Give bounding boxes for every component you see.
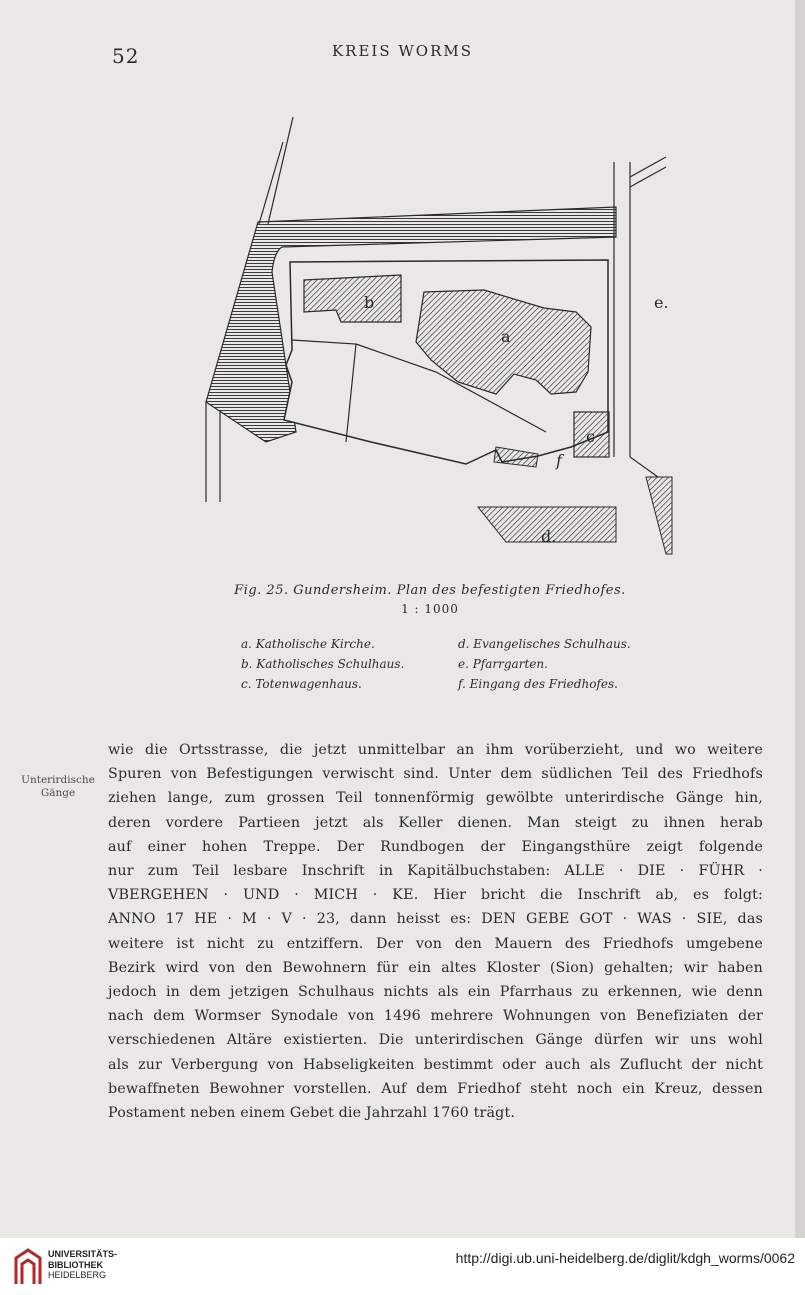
library-name-line: BIBLIOTHEK xyxy=(48,1259,103,1270)
text-line: ziehen lange, zum grossen Teil tonnenförmig gewölbte unterirdische Gänge hin, xyxy=(108,790,763,807)
figure-scale: 1 : 1000 xyxy=(401,602,459,616)
page-number: 52 xyxy=(112,44,140,68)
map-label-e: e. xyxy=(654,293,669,312)
text-line: nur zum Teil lesbare Inschrift in Kapitälbuchstaben: ALLE · DIE · FÜHR · xyxy=(108,863,763,880)
figure-caption: Fig. 25. Gundersheim. Plan des befestigten Friedhofes. xyxy=(234,583,626,598)
text-line: auf einer hohen Treppe. Der Rundbogen der Eingangsthüre zeigt folgende xyxy=(108,838,763,855)
library-name-line: UNIVERSITÄTS- xyxy=(48,1249,118,1259)
footer-bar xyxy=(0,1238,805,1295)
cemetery-plan-figure xyxy=(196,112,692,564)
text-line: Spuren von Befestigungen verwischt sind. Unter dem südlichen Teil des Friedhofs xyxy=(108,766,763,783)
garden-wall-hatch xyxy=(646,477,672,554)
text-line: Postament neben einem Gebet die Jahrzahl 1760 trägt. xyxy=(108,1105,516,1122)
map-label-d: d. xyxy=(541,527,557,546)
text-line: ANNO 17 HE · M · V · 23, dann heisst es: DEN GEBE GOT · WAS · SIE, das xyxy=(108,911,763,928)
library-name[interactable] xyxy=(48,1249,117,1281)
text-line: deren vordere Partieen jetzt als Keller dienen. Man steigt zu ihnen herab xyxy=(108,814,763,831)
page-edge xyxy=(795,0,805,1238)
margin-note: Unterirdische Gänge xyxy=(21,774,95,799)
running-head: KREIS WORMS xyxy=(331,42,474,60)
map-label-c: c xyxy=(586,427,595,446)
legend-left xyxy=(241,634,404,694)
text-line: bewaffneten Bewohner vorstellen. Auf dem Friedhof steht noch ein Kreuz, dessen xyxy=(108,1080,763,1097)
legend-item: d. Evangelisches Schulhaus. xyxy=(458,637,631,651)
text-line: als zur Verbergung von Habseligkeiten bestimmt oder auch als Zuflucht der nicht xyxy=(108,1056,763,1073)
map-label-a: a xyxy=(501,327,511,346)
text-line: VBERGEHEN · UND · MICH · KE. Hier bricht die Inschrift ab, es folgt: xyxy=(108,887,763,904)
permalink-url[interactable]: http://digi.ub.uni-heidelberg.de/diglit/kdgh_worms/0062 xyxy=(455,1250,795,1266)
legend-item: a. Katholische Kirche. xyxy=(241,637,375,651)
text-line: weitere ist nicht zu entziffern. Der von den Mauern des Friedhofs umgebene xyxy=(108,935,763,952)
library-name-line: HEIDELBERG xyxy=(48,1270,107,1280)
legend-item: c. Totenwagenhaus. xyxy=(241,677,362,691)
body-text xyxy=(108,738,763,1125)
legend-right xyxy=(458,634,631,694)
text-line: jedoch in dem jetzigen Schulhaus nichts als ein Pfarrhaus zu erkennen, wie denn xyxy=(108,984,763,1001)
legend-item: e. Pfarrgarten. xyxy=(458,657,548,671)
legend-item: b. Katholisches Schulhaus. xyxy=(241,657,405,671)
text-line: Bezirk wird von den Bewohnern für ein altes Kloster (Sion) gehalten; wir haben xyxy=(108,959,763,976)
map-label-f: f xyxy=(556,451,562,470)
text-line: wie die Ortsstrasse, die jetzt unmittelbar an ihm vorüberzieht, und wo weitere xyxy=(108,742,763,758)
map-label-b: b xyxy=(364,293,375,312)
legend-item: f. Eingang des Friedhofes. xyxy=(458,677,618,691)
text-line: verschiedenen Altäre existierten. Die unterirdischen Gänge dürfen wir uns wohl xyxy=(108,1032,763,1049)
text-line: nach dem Wormser Synodale von 1496 mehrere Wohnungen von Benefiziaten der xyxy=(108,1008,763,1025)
university-library-logo-icon[interactable] xyxy=(12,1248,44,1288)
